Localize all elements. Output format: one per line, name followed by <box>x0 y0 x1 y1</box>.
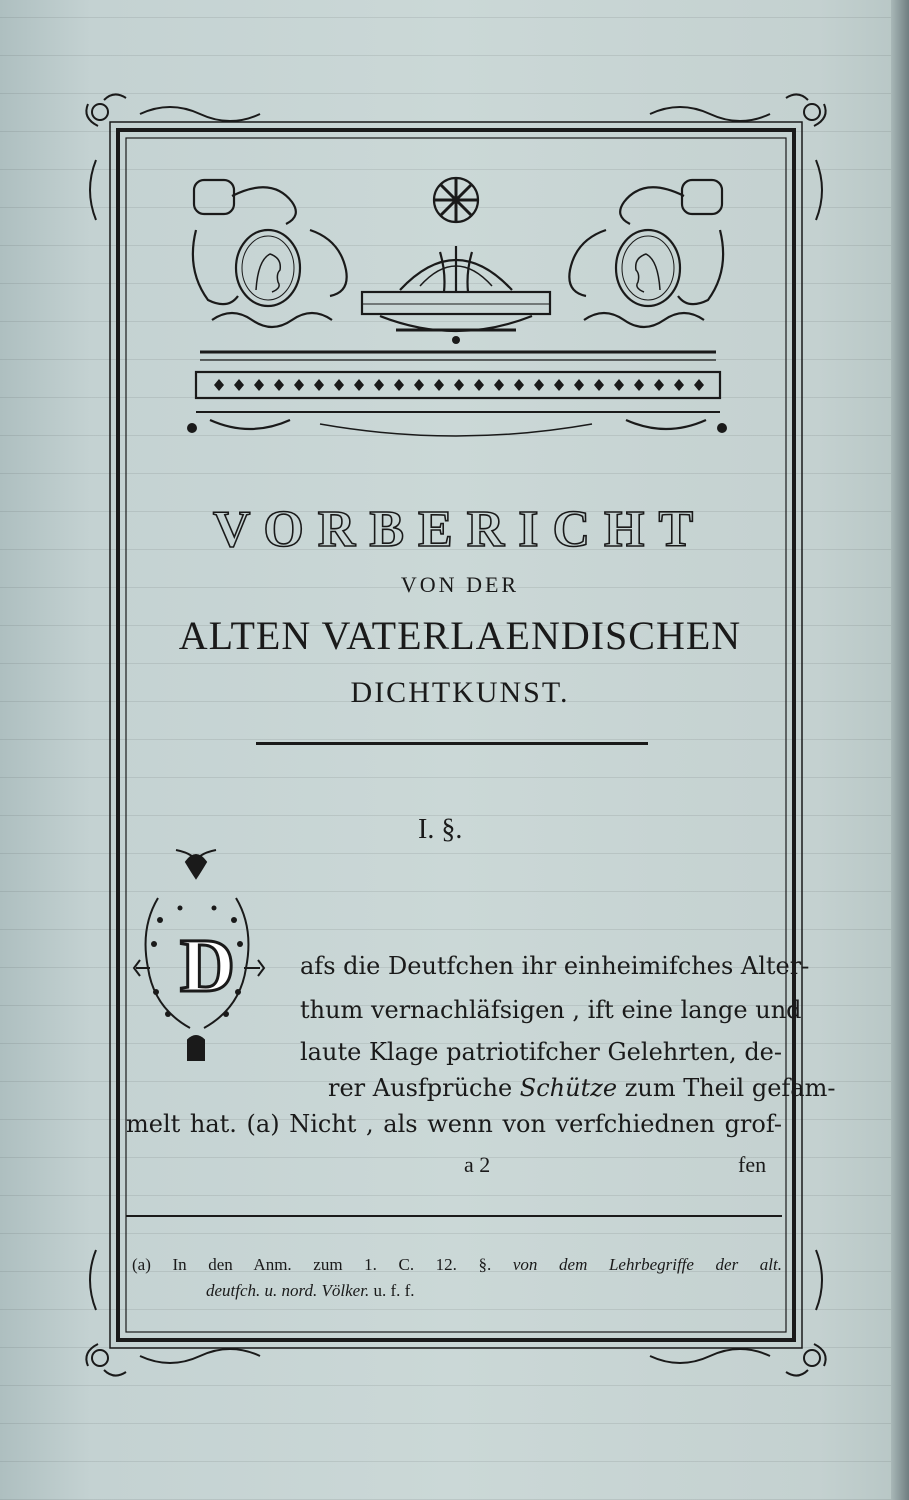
body-line-4-post: zum Theil gefam- <box>617 1074 836 1102</box>
subtitle-dichtkunst: DICHTKUNST. <box>350 676 570 709</box>
body-line-4-pre: rer Ausfprüche <box>328 1074 520 1102</box>
footnote-line-2-post: u. f. f. <box>369 1281 415 1300</box>
footnote-line-2 <box>206 1281 415 1301</box>
footnote-line-1 <box>132 1255 782 1275</box>
footnote-line-2-italic: deutfch. u. nord. Völker. <box>206 1281 370 1300</box>
body-line-3: laute Klage patriotifcher Gelehrten, de- <box>300 1038 782 1066</box>
body-line-5: melt hat. (a) Nicht , als wenn von verfchiednen grof- <box>126 1110 782 1138</box>
signature-mark: a 2 <box>464 1152 491 1177</box>
author-name: Schütze <box>519 1074 618 1102</box>
body-line-4 <box>328 1074 836 1102</box>
footnote-rule <box>126 1215 782 1217</box>
title-rule <box>256 742 648 745</box>
footnote-line-1-italic: von dem Lehrbegriffe der alt. <box>512 1255 782 1274</box>
footnote-line-1-pre: In den Anm. zum 1. C. 12. §. <box>150 1255 513 1274</box>
drop-cap: D <box>180 924 235 1008</box>
footnote-marker: (a) <box>132 1255 151 1274</box>
section-mark: I. §. <box>418 814 463 845</box>
page-title: VORBERICHT <box>212 501 708 558</box>
subtitle-main: ALTEN VATERLAENDISCHEN <box>178 613 742 658</box>
body-line-1: afs die Deutfchen ihr einheimifches Alter- <box>300 952 810 980</box>
subtitle-von-der: VON DER <box>400 572 520 597</box>
body-line-2: thum vernachläfsigen , ift eine lange und <box>300 996 802 1024</box>
catchword: fen <box>738 1152 767 1177</box>
